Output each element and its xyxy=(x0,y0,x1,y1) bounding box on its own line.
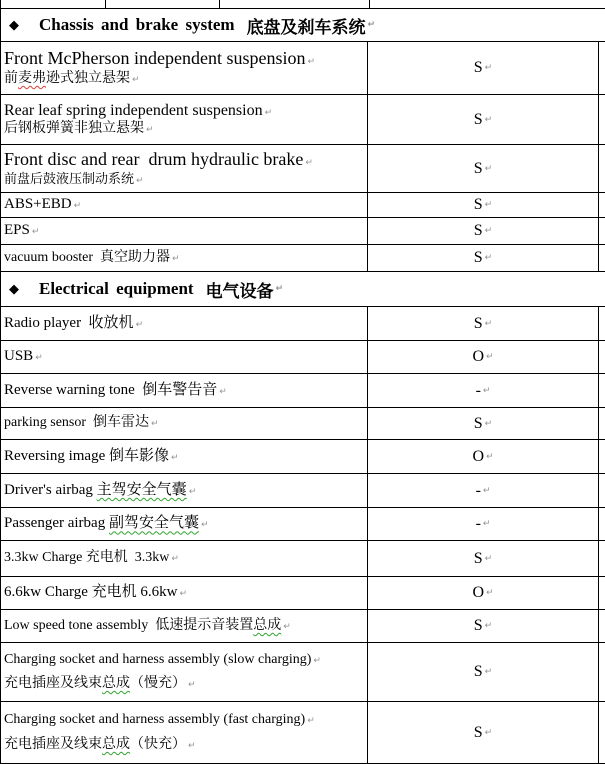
table-edge-stub xyxy=(599,440,605,473)
paragraph-mark: ↵ xyxy=(179,589,188,600)
feature-text-en: Rear leaf spring independent suspension xyxy=(4,101,263,119)
grid-line xyxy=(369,0,370,8)
previous-row-sliver xyxy=(1,0,605,9)
feature-text-en: USB xyxy=(4,348,34,365)
availability-value: - ↵ xyxy=(368,374,599,407)
section-title-zh: 电气设备 xyxy=(205,281,274,301)
table-edge-stub xyxy=(599,374,605,407)
feature-text-zh: 前 xyxy=(4,70,18,86)
paragraph-mark: ↵ xyxy=(275,284,284,294)
table-edge-stub xyxy=(599,193,605,217)
table-row-low-speed-tone xyxy=(1,610,605,643)
availability-value: S ↵ xyxy=(368,408,599,439)
availability-value: S ↵ xyxy=(368,541,599,576)
table-edge-stub xyxy=(599,408,605,439)
table-edge-stub xyxy=(599,218,605,244)
feature-text-zh: 充电插座及线束 xyxy=(4,736,102,752)
feature-label: Charging socket and harness assembly (slow charging) ↵ 充电插座及线束总成（慢充） ↵ xyxy=(1,643,368,701)
table-edge-stub xyxy=(599,245,605,271)
section-header-chassis xyxy=(1,9,605,42)
feature-label xyxy=(1,145,368,192)
table-row-drivers-airbag xyxy=(1,474,605,508)
paragraph-mark: ↵ xyxy=(136,175,144,186)
feature-label xyxy=(1,374,368,407)
paragraph-mark: ↵ xyxy=(367,20,376,30)
paragraph-mark: ↵ xyxy=(482,385,491,396)
feature-text-en: ABS+EBD xyxy=(4,196,72,213)
availability-value: O ↵ xyxy=(368,577,599,609)
paragraph-mark: ↵ xyxy=(482,485,491,496)
feature-label xyxy=(1,474,368,507)
paragraph-mark: ↵ xyxy=(73,201,82,212)
feature-label xyxy=(1,541,368,576)
table-edge-stub xyxy=(599,474,605,507)
table-row-charger-6-6kw xyxy=(1,577,605,610)
feature-label: Front McPherson independent suspension ↵ 前麦弗逊式独立悬架 ↵ xyxy=(1,42,368,94)
paragraph-mark: ↵ xyxy=(135,319,144,330)
paragraph-mark: ↵ xyxy=(484,621,493,631)
table-row-parking-sensor xyxy=(1,408,605,440)
section-title-zh: 底盘及刹车系统 xyxy=(246,17,366,37)
feature-label xyxy=(1,245,368,271)
feature-label xyxy=(1,95,368,144)
table-row-usb xyxy=(1,341,605,374)
feature-text-zh: 充电插座及线束 xyxy=(4,675,102,691)
availability-value: S ↵ xyxy=(368,245,599,271)
feature-text-en: parking sensor 倒车雷达 xyxy=(4,415,150,431)
feature-label xyxy=(1,193,368,217)
feature-text-en: Charging socket and harness assembly (fast charging) xyxy=(4,711,306,727)
table-edge-stub xyxy=(599,702,605,763)
feature-label xyxy=(1,577,368,609)
feature-label: Charging socket and harness assembly (fast charging) ↵ 充电插座及线束总成（快充） ↵ xyxy=(1,702,368,763)
availability-value: O ↵ xyxy=(368,341,599,373)
availability-value: S ↵ xyxy=(368,610,599,642)
paragraph-mark: ↵ xyxy=(484,226,493,236)
paragraph-mark: ↵ xyxy=(170,452,179,463)
paragraph-mark: ↵ xyxy=(151,419,159,430)
paragraph-mark: ↵ xyxy=(486,352,494,362)
paragraph-mark: ↵ xyxy=(172,253,180,264)
feature-label xyxy=(1,341,368,373)
paragraph-mark: ↵ xyxy=(484,63,493,73)
paragraph-mark: ↵ xyxy=(307,715,315,726)
table-edge-stub xyxy=(599,643,605,701)
table-row-charger-3-3kw xyxy=(1,541,605,577)
availability-value: - ↵ xyxy=(368,474,599,507)
grammar-squiggle: 副驾安全气囊 xyxy=(108,515,199,532)
grammar-squiggle: 总成 xyxy=(253,617,282,633)
feature-text-en: Reversing image 倒车影像 xyxy=(4,447,169,464)
feature-label xyxy=(1,307,368,340)
table-row-front-mcpherson xyxy=(1,42,605,95)
paragraph-mark: ↵ xyxy=(35,353,43,364)
table-edge-stub xyxy=(599,307,605,340)
availability-value: S ↵ xyxy=(368,193,599,217)
paragraph-mark: ↵ xyxy=(31,227,40,238)
table-row-radio-player xyxy=(1,307,605,341)
paragraph-mark: ↵ xyxy=(188,740,196,751)
paragraph-mark: ↵ xyxy=(305,158,313,169)
paragraph-mark: ↵ xyxy=(219,386,227,397)
feature-text-zh: 前盘后鼓液压制动系统 xyxy=(4,170,135,186)
table-edge-stub xyxy=(599,610,605,642)
paragraph-mark: ↵ xyxy=(171,554,179,565)
table-edge-stub xyxy=(599,42,605,94)
table-row-charging-socket-fast xyxy=(1,702,605,764)
table-row-vacuum-booster xyxy=(1,245,605,272)
feature-label xyxy=(1,440,368,473)
paragraph-mark: ↵ xyxy=(484,253,493,263)
availability-value: S ↵ xyxy=(368,42,599,94)
feature-label xyxy=(1,218,368,244)
grid-line xyxy=(105,0,106,8)
paragraph-mark: ↵ xyxy=(307,56,316,67)
paragraph-mark: ↵ xyxy=(484,318,493,329)
paragraph-mark: ↵ xyxy=(200,520,209,531)
grammar-squiggle: 总成 xyxy=(102,736,130,752)
paragraph-mark: ↵ xyxy=(188,679,196,690)
availability-value: - ↵ xyxy=(368,508,599,540)
paragraph-mark: ↵ xyxy=(264,107,273,118)
availability-value: O ↵ xyxy=(368,440,599,473)
paragraph-mark: ↵ xyxy=(283,621,291,632)
table-row-passenger-airbag xyxy=(1,508,605,541)
feature-text-en: Front McPherson independent suspension xyxy=(4,47,306,68)
paragraph-mark: ↵ xyxy=(484,163,493,174)
feature-label xyxy=(1,408,368,439)
feature-text-en: Reverse warning tone 倒车警告音 xyxy=(4,381,218,398)
paragraph-mark: ↵ xyxy=(313,655,321,666)
availability-value: S ↵ xyxy=(368,218,599,244)
table-edge-stub xyxy=(599,95,605,144)
feature-text-zh: 后钢板弹簧非独立悬架 xyxy=(4,121,144,137)
feature-text-en: 3.3kw Charge 充电机 3.3kw xyxy=(4,550,170,566)
table-edge-stub xyxy=(599,145,605,192)
feature-label xyxy=(1,508,368,540)
section-header-electrical xyxy=(1,272,605,307)
feature-text-en: vacuum booster 真空助力器 xyxy=(4,249,171,265)
grammar-squiggle: 主驾安全气囊 xyxy=(96,481,187,498)
availability-value: S ↵ xyxy=(368,145,599,192)
paragraph-mark: ↵ xyxy=(486,588,494,598)
diamond-icon: ◆ xyxy=(9,17,19,33)
feature-text-en: Driver's airbag xyxy=(4,481,97,498)
table-row-reverse-warning-tone xyxy=(1,374,605,408)
table-edge-stub xyxy=(599,341,605,373)
paragraph-mark: ↵ xyxy=(484,667,493,677)
feature-text-en: Radio player 收放机 xyxy=(4,314,134,331)
feature-text-en: 6.6kw Charge 充电机 6.6kw xyxy=(4,584,178,601)
paragraph-mark: ↵ xyxy=(484,553,493,564)
feature-text-en: Front disc and rear drum hydraulic brake xyxy=(4,149,304,170)
availability-value: S ↵ xyxy=(368,307,599,340)
grid-line xyxy=(219,0,220,8)
feature-label xyxy=(1,610,368,642)
availability-value: S ↵ xyxy=(368,643,599,701)
section-title-en: Chassis and brake system xyxy=(39,15,235,34)
feature-text-en: Passenger airbag xyxy=(4,515,109,532)
paragraph-mark: ↵ xyxy=(484,418,493,429)
paragraph-mark: ↵ xyxy=(482,519,491,529)
table-row-rear-leaf-spring xyxy=(1,95,605,145)
spellcheck-squiggle: 麦弗 xyxy=(18,70,46,86)
diamond-icon: ◆ xyxy=(9,281,19,297)
availability-value: S ↵ xyxy=(368,702,599,763)
table-edge-stub xyxy=(599,577,605,609)
paragraph-mark: ↵ xyxy=(486,451,494,462)
table-edge-stub xyxy=(599,508,605,540)
paragraph-mark: ↵ xyxy=(484,114,493,125)
table-row-reversing-image xyxy=(1,440,605,474)
feature-text-en: Low speed tone assembly 低速提示音装置 xyxy=(4,617,254,633)
table-row-front-disc-rear-drum xyxy=(1,145,605,193)
feature-text-en: EPS xyxy=(4,222,30,239)
grammar-squiggle: 总成 xyxy=(102,675,130,691)
paragraph-mark: ↵ xyxy=(188,486,197,497)
table-row-charging-socket-slow xyxy=(1,643,605,702)
availability-value: S ↵ xyxy=(368,95,599,144)
paragraph-mark: ↵ xyxy=(132,74,140,85)
feature-text-en: Charging socket and harness assembly (slow charging) xyxy=(4,651,312,667)
table-row-abs-ebd xyxy=(1,193,605,218)
paragraph-mark: ↵ xyxy=(146,125,154,136)
paragraph-mark: ↵ xyxy=(484,727,493,738)
section-title-en: Electrical equipment xyxy=(39,279,194,298)
table-row-eps xyxy=(1,218,605,245)
paragraph-mark: ↵ xyxy=(484,200,493,210)
table-edge-stub xyxy=(599,541,605,576)
